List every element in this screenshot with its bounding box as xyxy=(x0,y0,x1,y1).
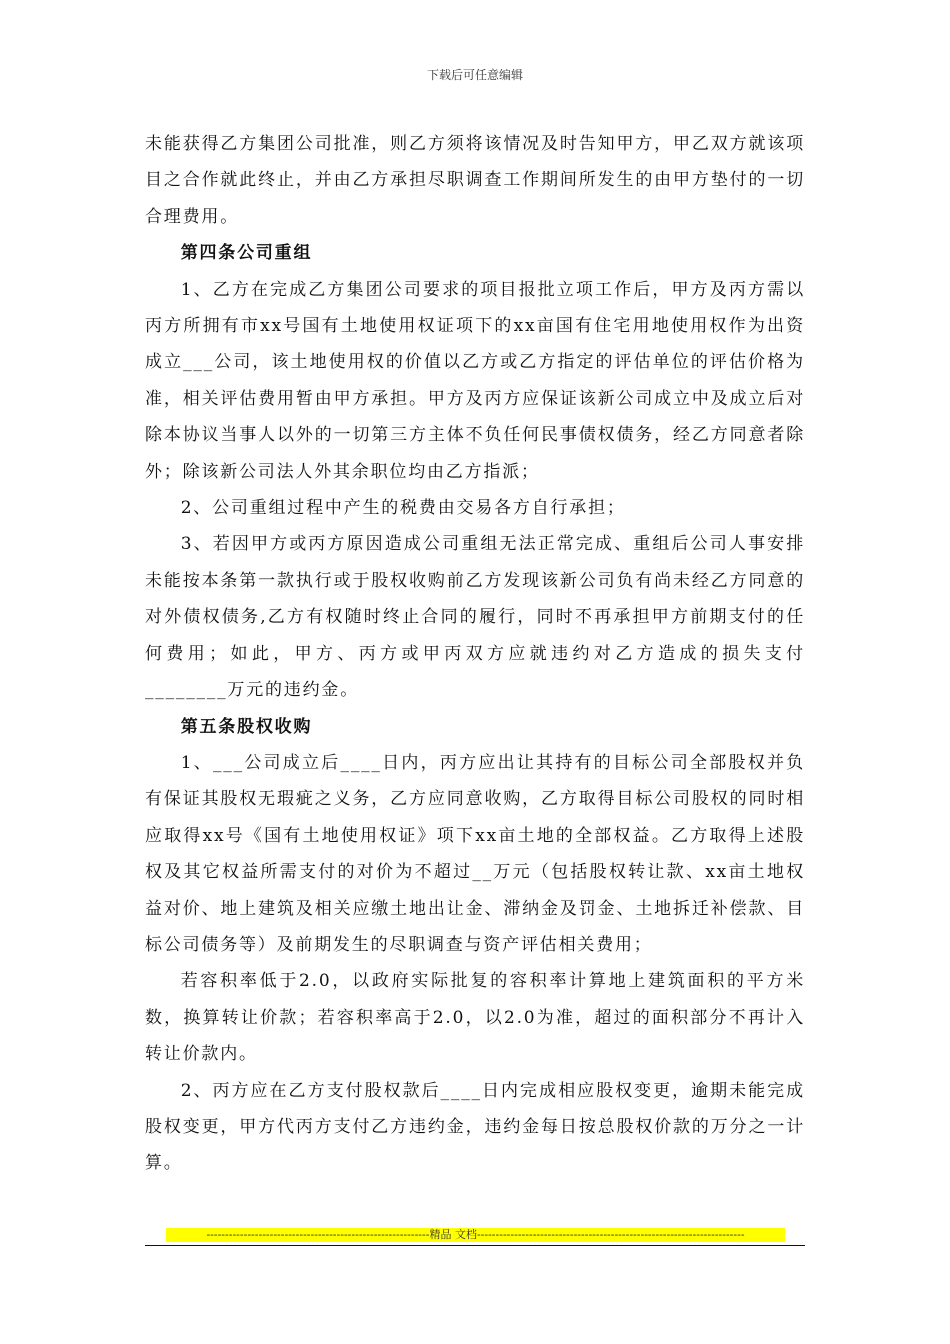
page-header-note: 下载后可任意编辑 xyxy=(426,68,523,82)
page-footer-banner: ------------------------------------------------------------精品 文档------------------------------------------------------------------------ xyxy=(166,1228,785,1242)
paragraph: 1、___公司成立后____日内，丙方应出让其持有的目标公司全部股权并负有保证其股权无瑕疵之义务，乙方应同意收购，乙方取得目标公司股权的同时相应取得xx号《国有土地使用权证》项下xx亩土地的全部权益。乙方取得上述股权及其它权益所需支付的对价为不超过__万元（包括股权转让款、xx亩土地权益对价、地上建筑及相关应缴土地出让金、滞纳金及罚金、土地拆迁补偿款、目标公司债务等）及前期发生的尽职调查与资产评估相关费用； xyxy=(145,752,805,955)
document-body xyxy=(145,126,805,1182)
paragraph: 3、若因甲方或丙方原因造成公司重组无法正常完成、重组后公司人事安排未能按本条第一款执行或于股权收购前乙方发现该新公司负有尚未经乙方同意的对外债权债务,乙方有权随时终止合同的履行，同时不再承担甲方前期支付的任何费用；如此，甲方、丙方或甲丙双方应就违约对乙方造成的损失支付________万元的违约金。 xyxy=(145,534,805,701)
paragraph: 2、公司重组过程中产生的税费由交易各方自行承担； xyxy=(180,498,626,519)
paragraph: 若容积率低于2.0，以政府实际批复的容积率计算地上建筑面积的平方米数，换算转让价款；若容积率高于2.0，以2.0为准，超过的面积部分不再计入转让价款内。 xyxy=(145,971,805,1065)
paragraph: 1、乙方在完成乙方集团公司要求的项目报批立项工作后，甲方及丙方需以丙方所拥有市xx号国有土地使用权证项下的xx亩国有住宅用地使用权作为出资成立___公司，该土地使用权的价值以乙方或乙方指定的评估单位的评估价格为准，相关评估费用暂由甲方承担。甲方及丙方应保证该新公司成立中及成立后对除本协议当事人以外的一切第三方主体不负任何民事债权债务，经乙方同意者除外；除该新公司法人外其余职位均由乙方指派； xyxy=(145,279,805,482)
section-heading: 第四条公司重组 xyxy=(180,243,313,264)
section-heading: 第五条股权收购 xyxy=(180,716,313,737)
footer-divider xyxy=(145,1245,805,1246)
paragraph: 未能获得乙方集团公司批准，则乙方须将该情况及时告知甲方，甲乙双方就该项目之合作就此终止，并由乙方承担尽职调查工作期间所发生的由甲方垫付的一切合理费用。 xyxy=(145,134,805,227)
paragraph: 2、丙方应在乙方支付股权款后____日内完成相应股权变更，逾期未能完成股权变更，甲方代丙方支付乙方违约金，违约金每日按总股权价款的万分之一计算。 xyxy=(145,1080,805,1174)
